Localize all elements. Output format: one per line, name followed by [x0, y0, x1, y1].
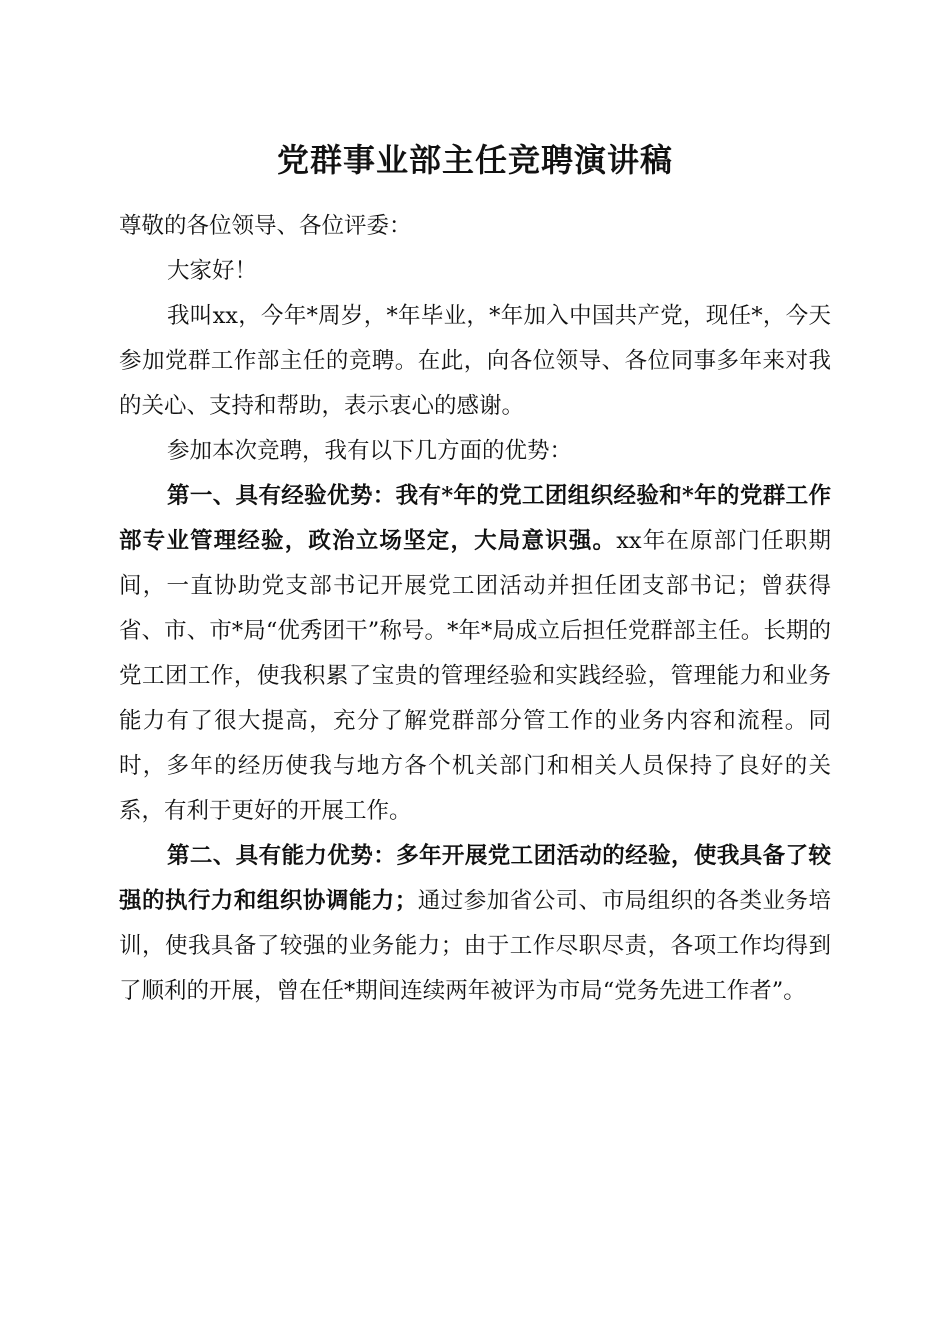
salutation: 尊敬的各位领导、各位评委： [119, 213, 412, 239]
paragraph-text: xx年在原部门任职期间，一直协助党支部书记开展党工团活动并担任团支部书记；曾获得省、市、市*局“优秀团干”称号。*年*局成立后担任党群部主任。长期的党工团工作，使我积累了宝贵的管理经验和实践经验，管理能力和业务能力有了很大提高，充分了解党群部分管工作的业务内容和流程。同时，多年的经历使我与地方各个机关部门和相关人员保持了良好的关系，有利于更好的开展工作。 [119, 528, 831, 824]
paragraph-ability-advantage [119, 834, 831, 1014]
greeting: 大家好！ [167, 258, 258, 284]
paragraph-lead: 第一、具有经验优势：我有*年的党工团组织经验和*年的党群工作部专业管理经验，政治立场坚定，大局意识强。 [119, 483, 831, 554]
paragraph-experience-advantage [119, 474, 831, 834]
paragraph-advantages-intro [119, 429, 831, 474]
document-body [119, 204, 831, 1014]
paragraph-text: 通过参加省公司、市局组织的各类业务培训，使我具备了较强的业务能力；由于工作尽职尽责，各项工作均得到了顺利的开展，曾在任*期间连续两年被评为市局“党务先进工作者”。 [119, 888, 831, 1004]
paragraph-text: 参加本次竞聘，我有以下几方面的优势： [167, 438, 573, 464]
paragraph-text: 我叫xx，今年*周岁，*年毕业，*年加入中国共产党，现任*，今天参加党群工作部主任的竞聘。在此，向各位领导、各位同事多年来对我的关心、支持和帮助，表示衷心的感谢。 [119, 303, 831, 419]
paragraph-lead: 第二、具有能力优势：多年开展党工团活动的经验，使我具备了较强的执行力和组织协调能力； [119, 843, 831, 914]
document-title: 党群事业部主任竞聘演讲稿 [276, 141, 673, 179]
paragraph-introduction [119, 294, 831, 429]
